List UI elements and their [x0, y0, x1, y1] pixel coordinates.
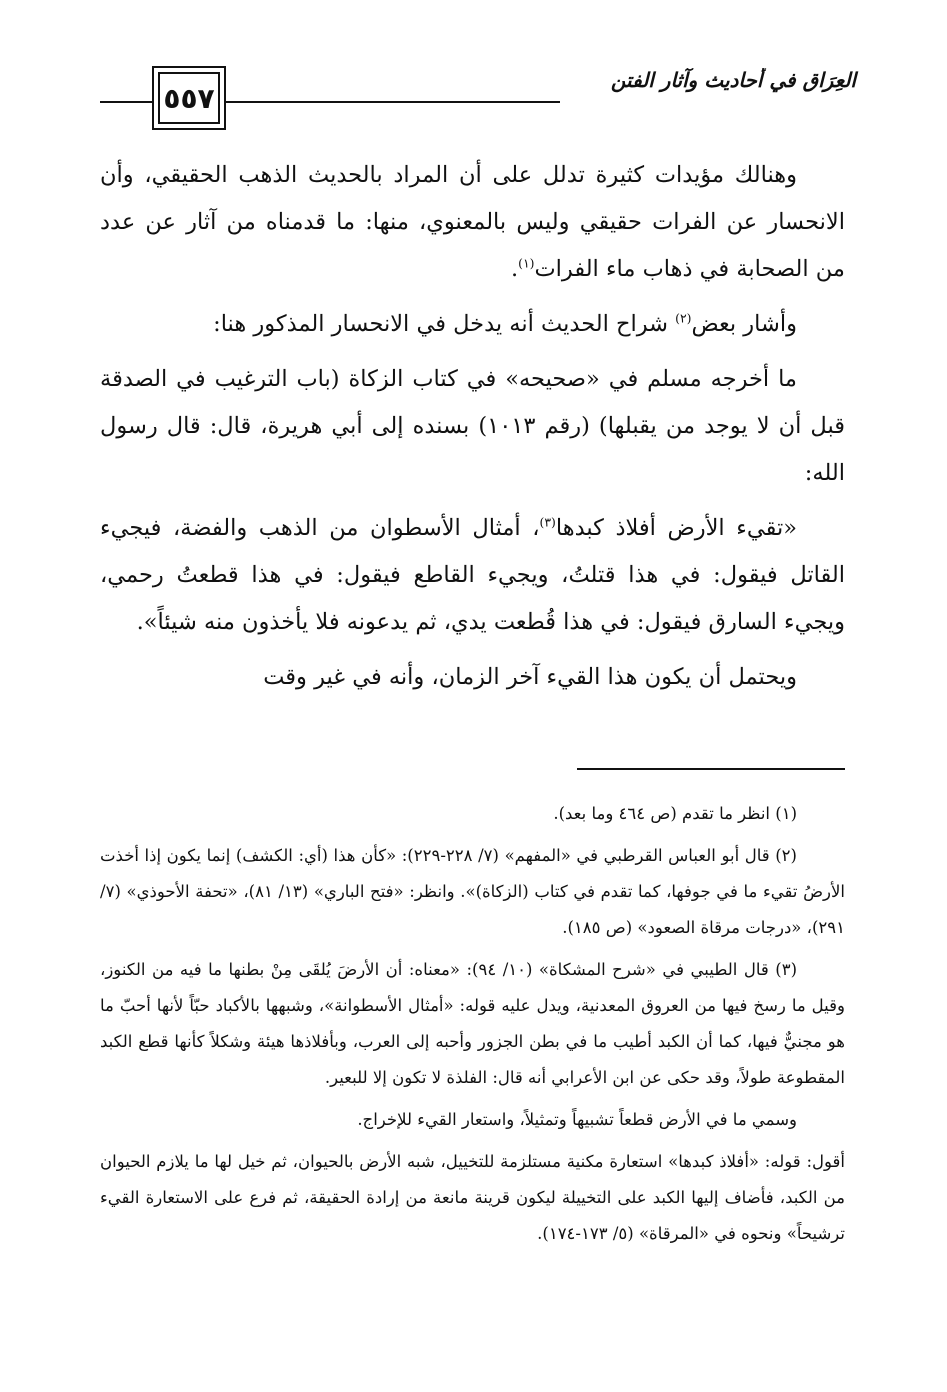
footnote-separator — [577, 768, 845, 770]
footnote-3-continuation: وسمي ما في الأرض قطعاً تشبيهاً وتمثيلاً، واستعار القيء للإخراج. — [357, 1110, 797, 1129]
paragraph-3: ما أخرجه مسلم في «صحيحه» في كتاب الزكاة (باب الترغيب في الصدقة قبل أن لا يوجد من يقبلها) (رقم ١٠١٣) بسنده إلى أبي هريرة، قال: قال رسول الله: — [100, 366, 845, 486]
paragraph-2 — [100, 301, 845, 348]
paragraph-2-text: شراح الحديث أنه يدخل في الانحسار المذكور هنا: — [213, 311, 669, 337]
book-title: العِرَاق في أحاديث وآثار الفتن — [560, 68, 862, 108]
footnote-2: (٢) قال أبو العباس القرطبي في «المفهم» (٧/ ٢٢٨-٢٢٩): «كأن هذا (أي: الكشف) إنما يكون إذا أخذت الأرضُ تقيء ما في جوفها، كما تقدم في كتاب (الزكاة)». وانظر: «فتح الباري» (١٣/ ٨١)، «تحفة الأحوذي» (٧/ ٢٩١)، «درجات مرقاة الصعود» (ص ١٨٥). — [100, 846, 845, 937]
footnote-1: (١) انظر ما تقدم (ص ٤٦٤ وما بعد). — [553, 804, 797, 823]
paragraph-5: ويحتمل أن يكون هذا القيء آخر الزمان، وأنه في غير وقت — [263, 664, 797, 690]
paragraph-4 — [100, 505, 845, 646]
paragraph-4-text: ، أمثال الأسطوان من الذهب والفضة، فيجيء القاتل فيقول: في هذا قتلتُ، ويجيء القاطع فيقول: في هذا قطعتُ رحمي، ويجيء السارق فيقول: في هذا قُطعت يدي، ثم يدعونه فلا يأخذون منه شيئاً». — [100, 515, 845, 635]
paragraph-1-text: وهنالك مؤيدات كثيرة تدلل على أن المراد بالحديث الذهب الحقيقي، وأن الانحسار عن الفرات حقيقي وليس بالمعنوي، منها: ما قدمناه من آثار عن عدد من الصحابة في ذهاب ماء الفرات — [100, 162, 845, 282]
footnote-mark-1: (١) — [518, 256, 535, 271]
paragraph-1: وهنالك مؤيدات كثيرة تدلل على أن المراد بالحديث الذهب الحقيقي، وأن الانحسار عن الفرات حقيقي وليس بالمعنوي، منها: ما قدمناه من آثار عن عدد من الصحابة في ذهاب ماء الفرات$^{(١)}$. — [100, 162, 845, 282]
footnote-mark-3: (٣) — [539, 515, 556, 530]
footnote-3: (٣) قال الطيبي في «شرح المشكاة» (١٠/ ٩٤): «معناه: أن الأرضَ يُلقَى مِنْ بطنها ما فيه من الكنوز، وقيل ما رسخ فيها من العروق المعدنية، ويدل عليه قوله: «أمثال الأسطوانة»، وشبهها بالأكباد حبّاً لأنها أحبّ ما هو مجنيٌّ فيها، كما أن الكبد أطيب ما في بطن الجزور وأحبه إلى العرب، وبأفلاذها هيئة وشكلاً كأنها قطع الكبد المقطوعة طولاً، وقد حكى عن ابن الأعرابي أنه قال: الفلذة لا تكون إلا للبعير. — [100, 960, 845, 1087]
page-number-box — [152, 66, 226, 130]
paragraph-2-lead: وأشار بعض — [691, 311, 797, 337]
paragraph-4-lead: «تقيء الأرض أفلاذ كبدها — [555, 515, 797, 541]
footnote-mark-2: (٢) — [675, 311, 692, 326]
footnotes — [100, 796, 845, 1258]
header-rule-left — [100, 101, 158, 103]
main-text — [100, 152, 845, 709]
page-number: ٥٥٧ — [158, 72, 220, 124]
page-header — [0, 0, 947, 140]
footnote-3-commentary: أقول: قوله: «أفلاذ كبدها» استعارة مكنية مستلزمة للتخييل، شبه الأرض بالحيوان، ثم خيل لها ما يلازم الحيوان من الكبد، فأضاف إليها الكبد على التخييلة ليكون قرينة مانعة من إرادة الحقيقة، ثم فرع على الاستعارة القيء ترشيحاً» ونحوه في «المرقاة» (٥/ ١٧٣-١٧٤). — [100, 1152, 845, 1243]
